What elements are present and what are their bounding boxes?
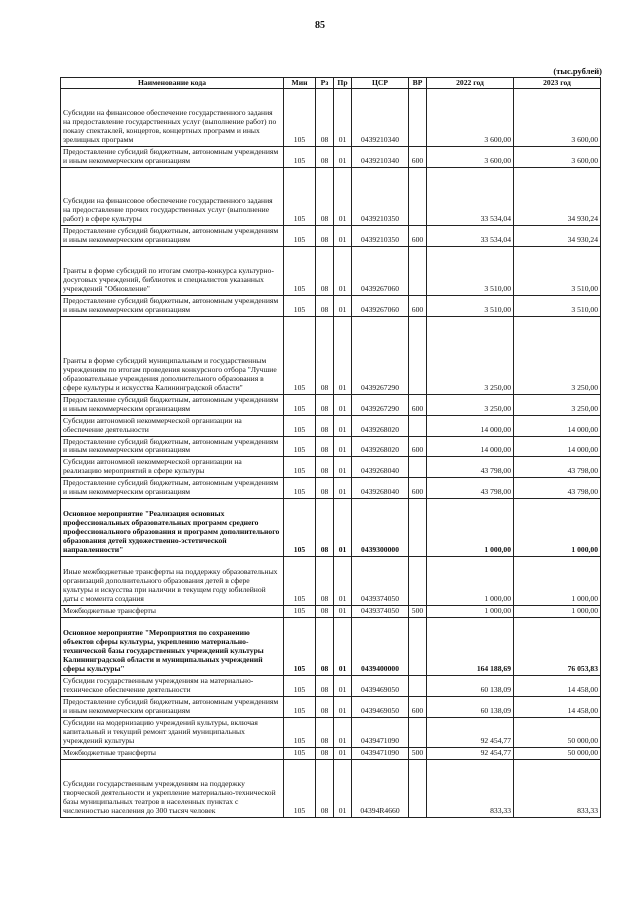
cell-min: 105 <box>284 718 316 748</box>
table-row <box>61 676 601 697</box>
cell-csr: 0439471090 <box>352 718 409 748</box>
table-body <box>61 89 601 818</box>
cell-name: Межбюджетные трансферты <box>61 747 284 759</box>
cell-min: 105 <box>284 147 316 168</box>
cell-2022: 164 188,69 <box>427 618 514 676</box>
cell-name: Предоставление субсидий бюджетным, автономным учреждениям и иным некоммерческим организациям <box>61 147 284 168</box>
cell-rz: 08 <box>316 747 334 759</box>
cell-min: 105 <box>284 557 316 606</box>
table-row <box>61 499 601 557</box>
cell-pr: 01 <box>334 676 352 697</box>
cell-2023: 3 250,00 <box>514 394 601 415</box>
cell-name: Предоставление субсидий бюджетным, автономным учреждениям и иным некоммерческим организациям <box>61 478 284 499</box>
cell-csr: 04394R4660 <box>352 759 409 817</box>
cell-rz: 08 <box>316 225 334 246</box>
cell-name: Субсидии государственным учреждениям на материально-техническое обеспечение деятельности <box>61 676 284 697</box>
cell-min: 105 <box>284 759 316 817</box>
table-row <box>61 478 601 499</box>
cell-name: Основное мероприятие "Реализация основных профессиональных образовательных программ среднего профессионального образования и программ дополнительного образования детей художественно-эстетической направленности" <box>61 499 284 557</box>
cell-name: Предоставление субсидий бюджетным, автономным учреждениям и иным некоммерческим организациям <box>61 295 284 316</box>
cell-name: Субсидии автономной некоммерческой организации на реализацию мероприятий в сфере культуры <box>61 457 284 478</box>
cell-csr: 0439210340 <box>352 89 409 147</box>
cell-2023: 833,33 <box>514 759 601 817</box>
cell-min: 105 <box>284 606 316 618</box>
cell-2023: 14 000,00 <box>514 415 601 436</box>
cell-min: 105 <box>284 478 316 499</box>
cell-2022: 3 600,00 <box>427 89 514 147</box>
cell-vr: 600 <box>409 478 427 499</box>
cell-csr: 0439267290 <box>352 394 409 415</box>
cell-vr: 600 <box>409 697 427 718</box>
cell-vr <box>409 557 427 606</box>
cell-pr: 01 <box>334 718 352 748</box>
cell-name: Предоставление субсидий бюджетным, автономным учреждениям и иным некоммерческим организациям <box>61 436 284 457</box>
cell-rz: 08 <box>316 718 334 748</box>
header-name: Наименование кода <box>61 78 284 89</box>
cell-min: 105 <box>284 316 316 394</box>
cell-min: 105 <box>284 618 316 676</box>
cell-rz: 08 <box>316 89 334 147</box>
cell-csr: 0439268040 <box>352 478 409 499</box>
cell-rz: 08 <box>316 697 334 718</box>
cell-2022: 1 000,00 <box>427 557 514 606</box>
header-2023: 2023 год <box>514 78 601 89</box>
cell-vr: 600 <box>409 295 427 316</box>
cell-pr: 01 <box>334 457 352 478</box>
cell-2022: 60 138,09 <box>427 697 514 718</box>
table-row <box>61 394 601 415</box>
cell-2022: 3 250,00 <box>427 394 514 415</box>
cell-vr: 600 <box>409 147 427 168</box>
cell-2022: 3 510,00 <box>427 246 514 295</box>
cell-csr: 0439267060 <box>352 295 409 316</box>
cell-csr: 0439267060 <box>352 246 409 295</box>
cell-2023: 1 000,00 <box>514 606 601 618</box>
table-row <box>61 316 601 394</box>
cell-min: 105 <box>284 436 316 457</box>
cell-vr <box>409 676 427 697</box>
cell-vr: 600 <box>409 436 427 457</box>
cell-name: Предоставление субсидий бюджетным, автономным учреждениям и иным некоммерческим организациям <box>61 225 284 246</box>
cell-pr: 01 <box>334 436 352 457</box>
cell-rz: 08 <box>316 499 334 557</box>
cell-pr: 01 <box>334 618 352 676</box>
header-vr: ВР <box>409 78 427 89</box>
cell-min: 105 <box>284 167 316 225</box>
cell-2023: 43 798,00 <box>514 457 601 478</box>
header-csr: ЦСР <box>352 78 409 89</box>
table-row <box>61 225 601 246</box>
cell-csr: 0439469050 <box>352 697 409 718</box>
table-row <box>61 697 601 718</box>
cell-2023: 50 000,00 <box>514 718 601 748</box>
cell-vr: 600 <box>409 394 427 415</box>
table-row <box>61 246 601 295</box>
cell-csr: 0439268020 <box>352 436 409 457</box>
cell-csr: 0439268020 <box>352 415 409 436</box>
cell-2022: 1 000,00 <box>427 499 514 557</box>
cell-2023: 34 930,24 <box>514 225 601 246</box>
cell-pr: 01 <box>334 478 352 499</box>
cell-2022: 833,33 <box>427 759 514 817</box>
cell-min: 105 <box>284 676 316 697</box>
table-row <box>61 295 601 316</box>
cell-csr: 0439267290 <box>352 316 409 394</box>
table-row <box>61 747 601 759</box>
table-row <box>61 557 601 606</box>
cell-vr: 500 <box>409 606 427 618</box>
cell-vr <box>409 718 427 748</box>
cell-rz: 08 <box>316 394 334 415</box>
table-row <box>61 415 601 436</box>
cell-rz: 08 <box>316 457 334 478</box>
cell-csr: 0439469050 <box>352 676 409 697</box>
cell-rz: 08 <box>316 606 334 618</box>
cell-2023: 3 250,00 <box>514 316 601 394</box>
cell-pr: 01 <box>334 557 352 606</box>
cell-pr: 01 <box>334 415 352 436</box>
cell-vr <box>409 316 427 394</box>
cell-csr: 0439210340 <box>352 147 409 168</box>
table-row <box>61 457 601 478</box>
cell-csr: 0439374050 <box>352 606 409 618</box>
cell-pr: 01 <box>334 759 352 817</box>
cell-min: 105 <box>284 415 316 436</box>
cell-csr: 0439210350 <box>352 167 409 225</box>
cell-pr: 01 <box>334 697 352 718</box>
cell-name: Гранты в форме субсидий по итогам смотра-конкурса культурно-досуговых учреждений, библиотек и специалистов указанных учреждений "Обновление" <box>61 246 284 295</box>
table-row <box>61 167 601 225</box>
table-header-row <box>61 78 601 89</box>
cell-vr <box>409 499 427 557</box>
cell-rz: 08 <box>316 167 334 225</box>
cell-name: Субсидии на финансовое обеспечение государственного задания на предоставление прочих государственных услуг (выполнение работ) в сфере культуры <box>61 167 284 225</box>
table-row <box>61 147 601 168</box>
cell-2022: 3 600,00 <box>427 147 514 168</box>
cell-2022: 43 798,00 <box>427 478 514 499</box>
cell-vr <box>409 457 427 478</box>
cell-min: 105 <box>284 697 316 718</box>
budget-table <box>60 77 601 818</box>
cell-vr: 500 <box>409 747 427 759</box>
cell-2023: 1 000,00 <box>514 557 601 606</box>
cell-name: Межбюджетные трансферты <box>61 606 284 618</box>
cell-2023: 14 458,00 <box>514 697 601 718</box>
cell-min: 105 <box>284 246 316 295</box>
units-label: (тыс.рублей) <box>553 66 602 76</box>
cell-pr: 01 <box>334 89 352 147</box>
cell-pr: 01 <box>334 246 352 295</box>
cell-name: Основное мероприятие "Мероприятия по сохранению объектов сферы культуры, укреплению материально-технической базы государственных учреждений культуры Калининградской области и муниципальных учреждений сферы культуры" <box>61 618 284 676</box>
table-row <box>61 89 601 147</box>
cell-name: Субсидии на модернизацию учреждений культуры, включая капитальный и текущий ремонт зданий муниципальных учреждений культуры <box>61 718 284 748</box>
cell-rz: 08 <box>316 147 334 168</box>
cell-pr: 01 <box>334 394 352 415</box>
cell-2022: 1 000,00 <box>427 606 514 618</box>
cell-min: 105 <box>284 89 316 147</box>
cell-vr <box>409 89 427 147</box>
cell-2023: 14 458,00 <box>514 676 601 697</box>
header-min: Мин <box>284 78 316 89</box>
cell-rz: 08 <box>316 295 334 316</box>
table-row <box>61 606 601 618</box>
cell-pr: 01 <box>334 747 352 759</box>
cell-rz: 08 <box>316 246 334 295</box>
cell-2023: 1 000,00 <box>514 499 601 557</box>
cell-2023: 76 053,83 <box>514 618 601 676</box>
cell-2023: 3 600,00 <box>514 89 601 147</box>
cell-vr <box>409 246 427 295</box>
cell-csr: 0439268040 <box>352 457 409 478</box>
cell-csr: 0439400000 <box>352 618 409 676</box>
cell-2022: 14 000,00 <box>427 436 514 457</box>
cell-2022: 3 510,00 <box>427 295 514 316</box>
cell-csr: 0439471090 <box>352 747 409 759</box>
cell-rz: 08 <box>316 618 334 676</box>
table-row <box>61 759 601 817</box>
cell-name: Субсидии автономной некоммерческой организации на обеспечение деятельности <box>61 415 284 436</box>
cell-vr: 600 <box>409 225 427 246</box>
cell-rz: 08 <box>316 759 334 817</box>
cell-2022: 92 454,77 <box>427 747 514 759</box>
cell-pr: 01 <box>334 147 352 168</box>
cell-pr: 01 <box>334 225 352 246</box>
cell-pr: 01 <box>334 499 352 557</box>
cell-rz: 08 <box>316 478 334 499</box>
page-number: 85 <box>315 20 325 31</box>
cell-vr <box>409 618 427 676</box>
cell-2023: 50 000,00 <box>514 747 601 759</box>
cell-vr <box>409 415 427 436</box>
cell-2022: 60 138,09 <box>427 676 514 697</box>
cell-2022: 33 534,04 <box>427 167 514 225</box>
cell-pr: 01 <box>334 606 352 618</box>
cell-rz: 08 <box>316 557 334 606</box>
cell-name: Гранты в форме субсидий муниципальным и государственным учреждениям по итогам проведения конкурсного отбора "Лучшие образовательные учреждения дополнительного образования в сфере культуры и искусства Калининградской области" <box>61 316 284 394</box>
cell-min: 105 <box>284 394 316 415</box>
cell-2023: 14 000,00 <box>514 436 601 457</box>
cell-pr: 01 <box>334 295 352 316</box>
cell-2023: 43 798,00 <box>514 478 601 499</box>
cell-name: Предоставление субсидий бюджетным, автономным учреждениям и иным некоммерческим организациям <box>61 697 284 718</box>
header-2022: 2022 год <box>427 78 514 89</box>
cell-rz: 08 <box>316 415 334 436</box>
cell-2023: 3 510,00 <box>514 295 601 316</box>
cell-rz: 08 <box>316 436 334 457</box>
table-row <box>61 618 601 676</box>
cell-rz: 08 <box>316 676 334 697</box>
cell-pr: 01 <box>334 316 352 394</box>
cell-2023: 3 600,00 <box>514 147 601 168</box>
cell-pr: 01 <box>334 167 352 225</box>
cell-2023: 3 510,00 <box>514 246 601 295</box>
cell-2023: 34 930,24 <box>514 167 601 225</box>
cell-2022: 43 798,00 <box>427 457 514 478</box>
cell-min: 105 <box>284 747 316 759</box>
table-row <box>61 718 601 748</box>
cell-2022: 92 454,77 <box>427 718 514 748</box>
cell-2022: 33 534,04 <box>427 225 514 246</box>
cell-name: Субсидии на финансовое обеспечение государственного задания на предоставление государственных услуг (выполнение работ) по показу спектаклей, концертов, концертных программ и иных зрелищных программ <box>61 89 284 147</box>
cell-csr: 0439374050 <box>352 557 409 606</box>
table-row <box>61 436 601 457</box>
cell-min: 105 <box>284 457 316 478</box>
cell-csr: 0439300000 <box>352 499 409 557</box>
cell-csr: 0439210350 <box>352 225 409 246</box>
cell-name: Субсидии государственным учреждениям на поддержку творческой деятельности и укрепление материально-технической базы муниципальных театров в населенных пунктах с численностью населения до 300 тысяч человек <box>61 759 284 817</box>
cell-2022: 14 000,00 <box>427 415 514 436</box>
cell-vr <box>409 759 427 817</box>
cell-min: 105 <box>284 499 316 557</box>
header-pr: Пр <box>334 78 352 89</box>
cell-name: Иные межбюджетные трансферты на поддержку образовательных организаций дополнительного образования детей в сфере культуры и искусства при наличии в текущем году юбилейной даты с момента создания <box>61 557 284 606</box>
header-rz: Рз <box>316 78 334 89</box>
cell-min: 105 <box>284 295 316 316</box>
cell-vr <box>409 167 427 225</box>
cell-rz: 08 <box>316 316 334 394</box>
cell-2022: 3 250,00 <box>427 316 514 394</box>
cell-min: 105 <box>284 225 316 246</box>
cell-name: Предоставление субсидий бюджетным, автономным учреждениям и иным некоммерческим организациям <box>61 394 284 415</box>
